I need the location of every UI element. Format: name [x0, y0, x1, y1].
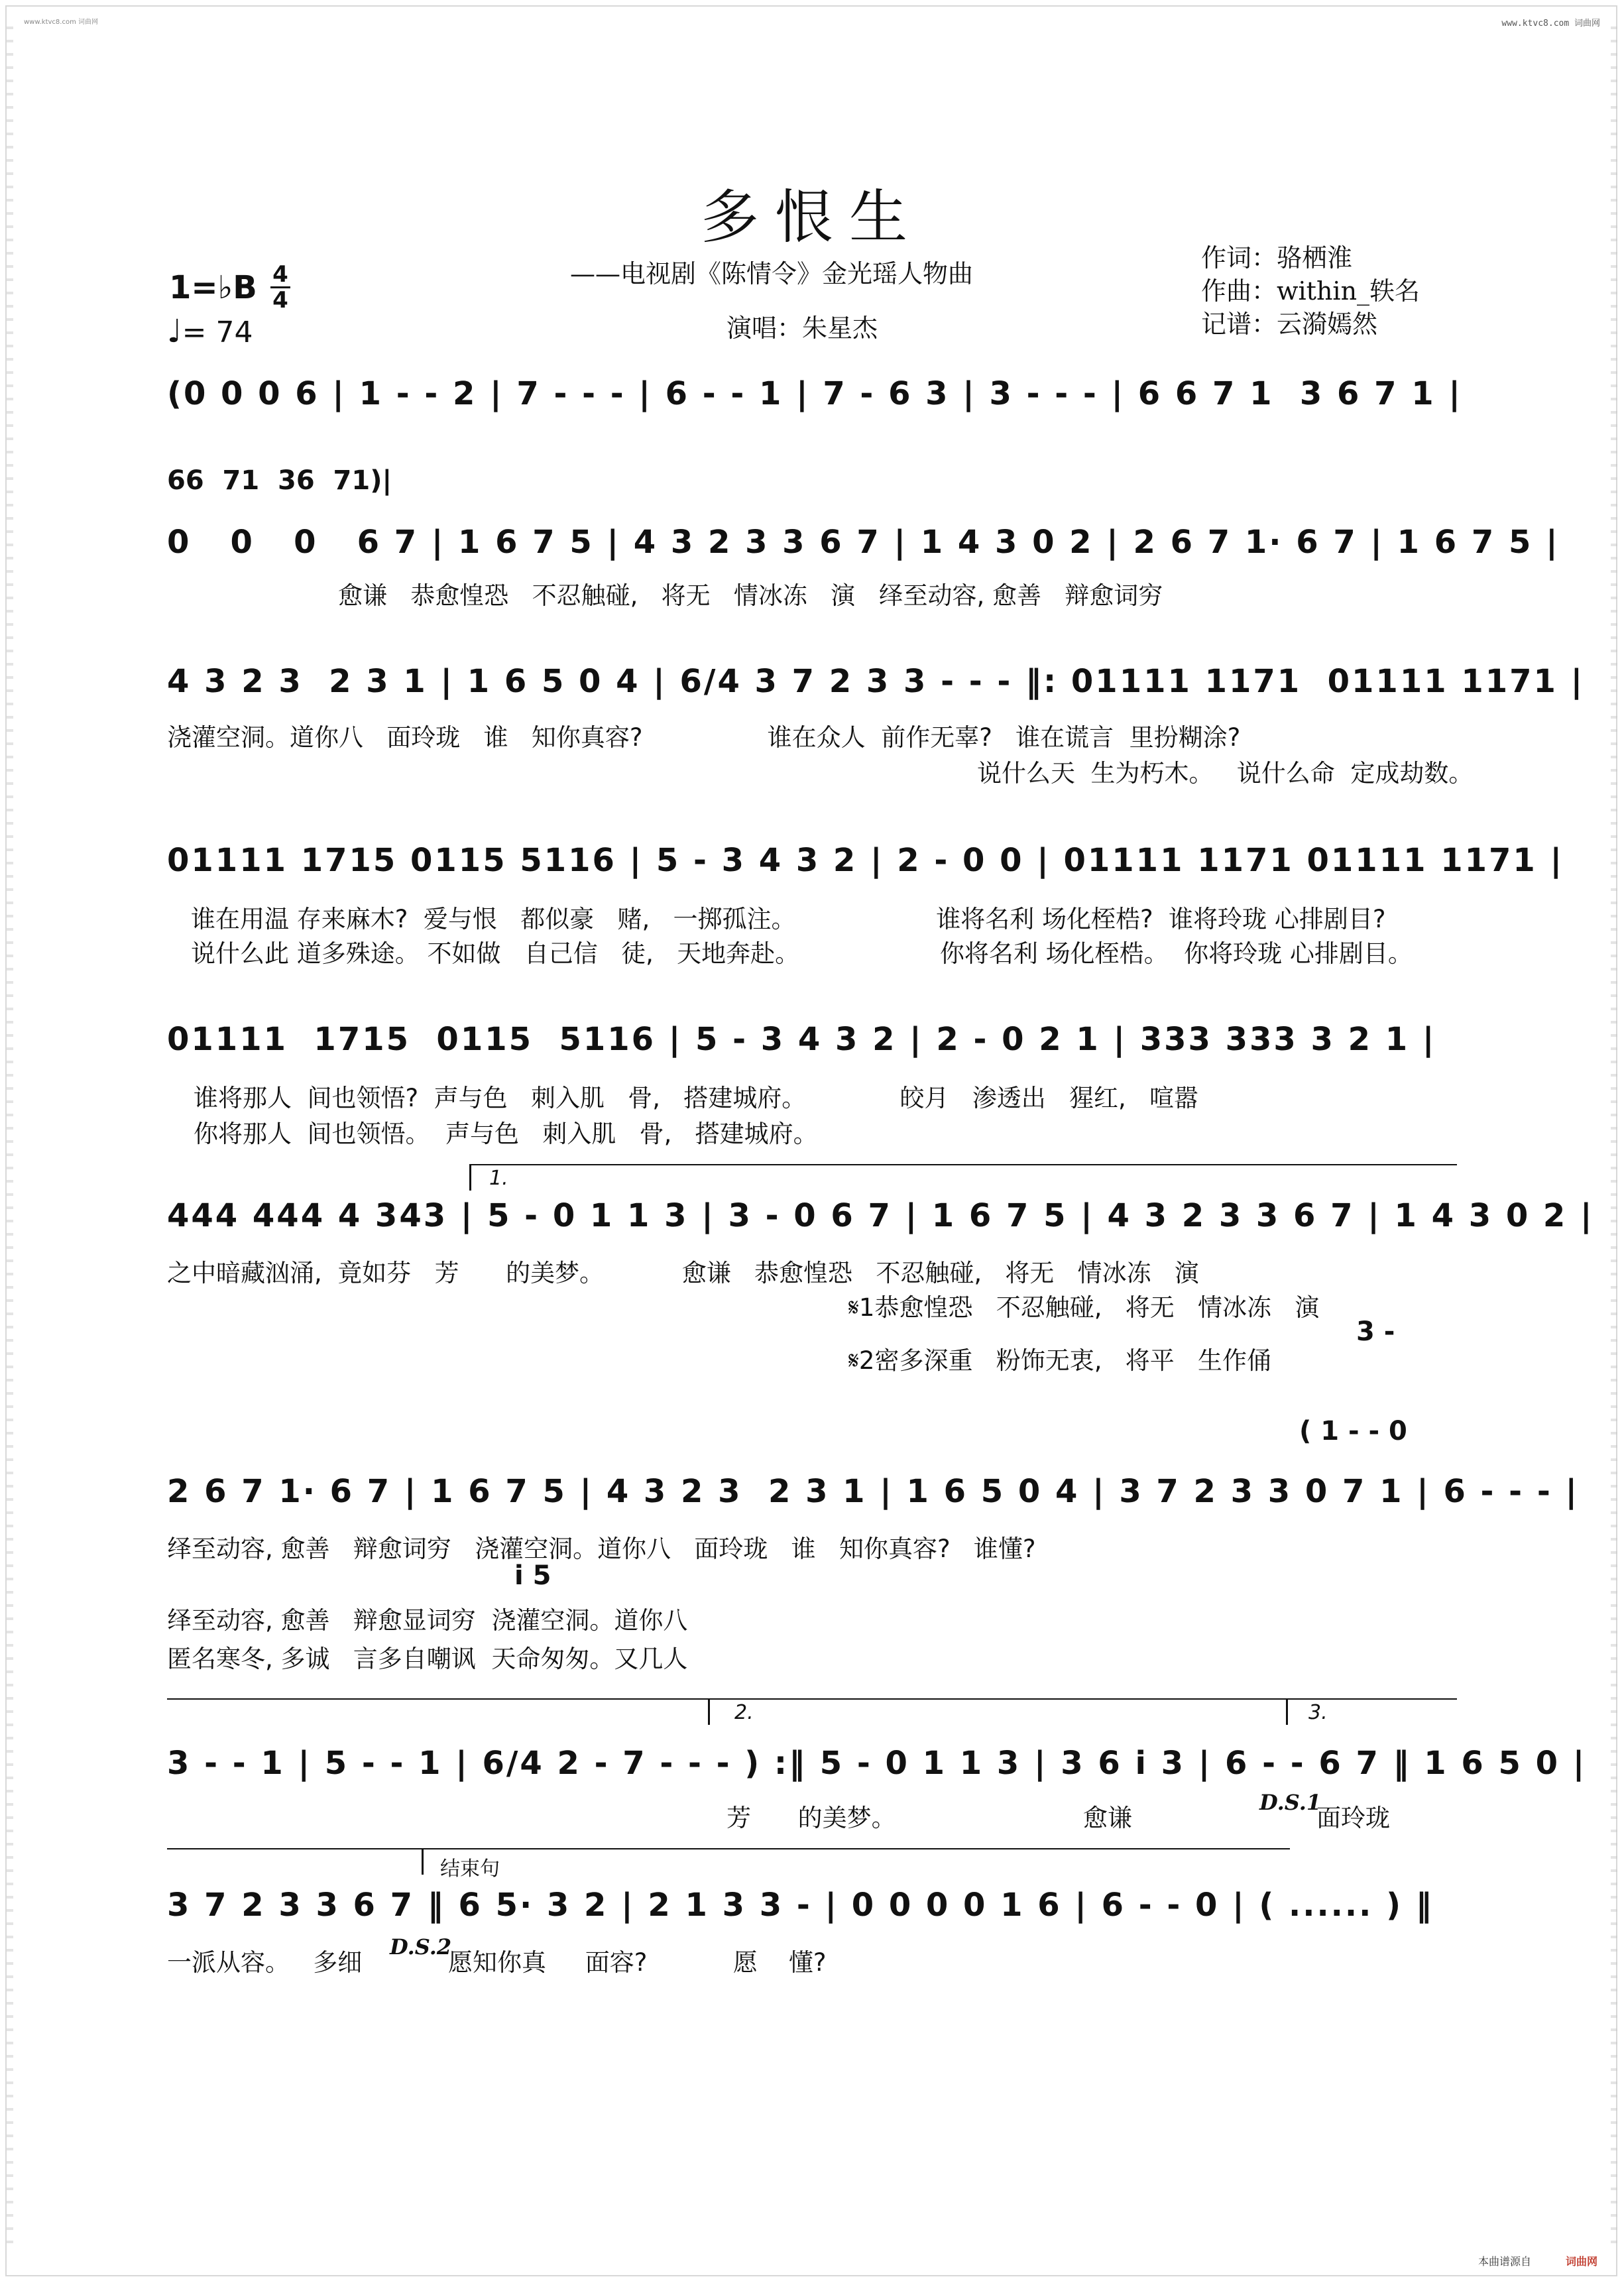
system-6-lyrics-3: 𝄋2密多深重 粉饰无衷, 将平 生作俑: [848, 1346, 1272, 1375]
system-7-notes: 2 6 7 1· 6 7 | 1 6 7 5 | 4 3 2 3 2 3 1 | 1 6 5 0 4 | 3 7 2 3 3 0 7 1 | 6 - - - |: [167, 1473, 1579, 1510]
system-9-notes: 3 7 2 3 3 6 7 ‖ 6 5· 3 2 | 2 1 3 3 - | 0 0 0 0 1 6 | 6 - - 0 | ( ...... ) ‖: [167, 1887, 1434, 1924]
system-3-lyrics-1: 浇灌空洞。道你八 面玲珑 谁 知你真容? 谁在众人 前作无辜? 谁在谎言 里扮糊涂?: [167, 723, 1241, 752]
system-7-lyrics-3: 匿名寒冬, 多诚 言多自嘲讽 天命匆匆。又几人: [167, 1645, 688, 1673]
quarter-note-icon: ♩: [167, 313, 182, 350]
system-8-notes: 3 - - 1 | 5 - - 1 | 6/4 2 - 7 - - - ) :‖ 5 - 0 1 1 3 | 3 6 i 3 | 6 - - 6 7 ‖ 1 6 5 0 |: [167, 1745, 1587, 1782]
song-title: 多恨生: [700, 183, 923, 251]
system-6-lyrics-1: 之中暗藏汹涌, 竟如芬 芳 的美梦。 愈谦 恭愈惶恐 不忍触碰, 将无 情冰冻 演: [167, 1259, 1199, 1287]
volta-2-label: 2.: [734, 1701, 754, 1724]
song-subtitle: ——电视剧《陈情令》金光瑶人物曲: [570, 259, 974, 288]
system-9-lyrics-b: 愿知你真 面容? 愿 懂?: [448, 1948, 827, 1977]
system-4-lyrics-2: 说什么此 道多殊途。 不如做 自己信 徒, 天地奔赴。 你将名利 场化桎梏。 你将玲珑 心排剧目。: [191, 939, 1413, 968]
system-5-lyrics-1: 谁将那人 间也领悟? 声与色 刺入肌 骨, 搭建城府。 皎月 渗透出 猩红, 喧嚣: [194, 1084, 1199, 1112]
system-7-intro-notes: ( 1 - - 0: [1299, 1416, 1407, 1446]
system-9-top-line: [167, 1848, 1290, 1849]
volta-2-bracket-left: [708, 1698, 710, 1725]
system-1-notes: (0 0 0 6 | 1 - - 2 | 7 - - - | 6 - - 1 | 7 - 6 3 | 3 - - - | 6 6 7 1 3 6 7 1 |: [167, 375, 1462, 412]
system-5-notes: 01111 1715 0115 5116 | 5 - 3 4 3 2 | 2 - 0 2 1 | 333 333 3 2 1 |: [167, 1021, 1436, 1058]
tempo-marking: [167, 313, 253, 350]
key-signature: 1=♭B: [169, 269, 257, 306]
system-6-notes: 444 444 4 343 | 5 - 0 1 1 3 | 3 - 0 6 7 | 1 6 7 5 | 4 3 2 3 3 6 7 | 1 4 3 0 2 |: [167, 1197, 1594, 1234]
ds2-marking: D.S.2: [390, 1934, 452, 1960]
volta-1-label: 1.: [489, 1167, 508, 1190]
system-4-notes: 01111 1715 0115 5116 | 5 - 3 4 3 2 | 2 - 0 0 | 01111 1171 01111 1171 |: [167, 842, 1564, 879]
transcriber-credit: 记谱：云漪嫣然: [1201, 310, 1378, 339]
ending-bracket-left: [422, 1848, 424, 1875]
site-logo[interactable]: www.ktvc8.com 词曲网: [24, 19, 99, 26]
time-signature-top: 4: [272, 261, 288, 288]
system-4-lyrics-1: 谁在用温 存来麻木? 爱与恨 都似豪 赌, 一掷孤注。 谁将名利 场化桎梏? 谁将玲珑 心排剧目?: [191, 905, 1386, 933]
right-watermark-strip: [1611, 27, 1617, 2254]
system-7-lyrics-2: 绎至动容, 愈善 辩愈显词穷 浇灌空洞。道你八: [167, 1606, 688, 1635]
volta-3-bracket-left: [1286, 1698, 1288, 1725]
volta-1-bracket: [469, 1164, 1457, 1165]
time-signature: [270, 263, 290, 312]
system-7-lyrics-1: 绎至动容, 愈善 辩愈词穷 浇灌空洞。道你八 面玲珑 谁 知你真容? 谁懂?: [167, 1535, 1036, 1563]
lyricist-credit: 作词：骆栖淮: [1201, 243, 1353, 272]
time-signature-bottom: 4: [272, 287, 288, 314]
ending-label: 结束句: [440, 1857, 500, 1881]
system-3-lyrics-2: 说什么天 生为朽木。 说什么命 定成劫数。: [977, 759, 1474, 788]
volta-1-bracket-left: [469, 1164, 471, 1191]
footer-source: 本曲谱源自: [1478, 2255, 1531, 2268]
volta-3-label: 3.: [1308, 1701, 1328, 1724]
composer-credit: 作曲：within_轶名: [1201, 276, 1421, 306]
system-8-lyrics-end: 面玲珑: [1316, 1804, 1390, 1832]
system-5-lyrics-2: 你将那人 间也领悟。 声与色 刺入肌 骨, 搭建城府。: [194, 1120, 818, 1148]
site-url[interactable]: www.ktvc8.com 词曲网: [1501, 19, 1600, 29]
system-2-lyrics: 愈谦 恭愈惶恐 不忍触碰, 将无 情冰冻 演 绎至动容, 愈善 辩愈词穷: [338, 581, 1163, 610]
system-8-lyrics: 芳 的美梦。 愈谦: [726, 1804, 1132, 1832]
system-2-notes: 0 0 0 6 7 | 1 6 7 5 | 4 3 2 3 3 6 7 | 1 4 3 0 2 | 2 6 7 1· 6 7 | 1 6 7 5 |: [167, 524, 1560, 561]
ds1-marking: D.S.1: [1259, 1790, 1322, 1815]
system-6-alt-note: 3 -: [1356, 1317, 1395, 1347]
system-7-alt-notes: i 5: [514, 1560, 551, 1591]
system-2-upper-notes: 66 71 36 71)|: [167, 465, 392, 496]
left-watermark-strip: [7, 27, 13, 2254]
system-6-lyrics-2: 𝄋1恭愈惶恐 不忍触碰, 将无 情冰冻 演: [848, 1293, 1320, 1322]
system-8-volta-line: [167, 1698, 1457, 1700]
system-3-notes: 4 3 2 3 2 3 1 | 1 6 5 0 4 | 6/4 3 7 2 3 3 - - - ‖: 01111 1171 01111 1171 |: [167, 663, 1585, 700]
footer-brand[interactable]: 词曲网: [1565, 2255, 1597, 2268]
tempo-value: = 74: [182, 316, 253, 349]
singer-credit: 演唱：朱星杰: [726, 314, 878, 343]
system-9-lyrics-a: 一派从容。 多细: [167, 1948, 363, 1977]
